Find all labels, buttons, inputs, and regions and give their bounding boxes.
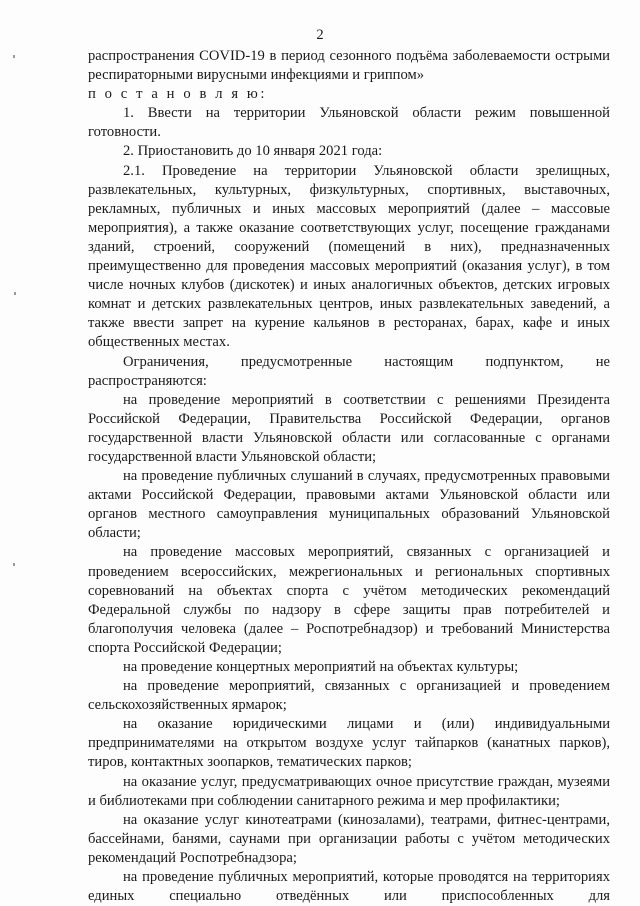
paragraph-exception-fairs: на проведение мероприятий, связанных с организацией и проведением сельскохозяйственных ярмарок; (88, 678, 610, 714)
paragraph-exception-concerts: на проведение концертных мероприятий на объектах культуры; (123, 659, 519, 675)
paragraph-item-2-1: 2.1. Проведение на территории Ульяновской области зрелищных, развлекательных, культурных, физкультурных, спортивных, выставочных, рекламных, публичных и иных массовых мероприятий (далее – массовые мероприятия), а также оказание соответствующих услуг, посещение гражданами зданий, строений, сооружений (помещений в них), предназначенных преимущественно для проведения массовых мероприятий (оказания услуг), в том числе ночных клубов (дискотек) и иных аналогичных объектов, детских игровых комнат и детских развлекательных центров, иных развлекательных заведений, а также ввести запрет на курение кальянов в ресторанах, барах, кафе и иных общественных местах. (88, 162, 610, 351)
paragraph-exception-hearings: на проведение публичных слушаний в случаях, предусмотренных правовыми актами Российской Федерации, правовыми актами Ульяновской области или органов местного самоуправления муниципальных образований Ульяновской области; (88, 468, 610, 542)
paragraph-item-2: 2. Приостановить до 10 января 2021 года: (123, 143, 383, 160)
paragraph-intro: распространения COVID-19 в период сезонного подъёма заболеваемости острыми респираторными вирусными инфекциями и гриппом» (88, 48, 610, 84)
paragraph-exception-public: на проведение публичных мероприятий, которые проводятся на территориях единых специально отведённых или приспособленных для (88, 869, 610, 905)
page-number: 2 (316, 27, 324, 43)
paragraph-resolve: п о с т а н о в л я ю: (88, 86, 268, 103)
paragraph-exception-outdoor: на оказание юридическими лицами и (или) индивидуальными предпринимателями на открытом воздухе услуг тайпарков (канатных парков), тиров, контактных зоопарков, тематических парков; (88, 716, 610, 771)
paragraph-restrictions: Ограничения, предусмотренные настоящим подпунктом, не распространяются: (88, 353, 610, 389)
paragraph-exception-president: на проведение мероприятий в соответствии с решениями Президента Российской Федерации, Правительства Российской Федерации, органов государственной власти Ульяновской области или согласованные с органами государственной власти Ульяновской области; (88, 391, 610, 465)
scan-speck (14, 292, 16, 295)
scan-speck (13, 55, 15, 58)
paragraph-item-1: 1. Ввести на территории Ульяновской области режим повышенной готовности. (88, 105, 610, 141)
scan-speck (13, 563, 15, 566)
document-body (88, 47, 610, 906)
paragraph-exception-museums: на оказание услуг, предусматривающих очное присутствие граждан, музеями и библиотеками при соблюдении санитарного режима и мер профилактики; (88, 773, 610, 809)
paragraph-exception-sports: на проведение массовых мероприятий, связанных с организацией и проведением всероссийских, межрегиональных и региональных спортивных соревнований на объектах спорта с учётом методических рекомендаций Федеральной службы по надзору в сфере защиты прав потребителей и благополучия человека (далее – Роспотребнадзор) и требований Министерства спорта Российской Федерации; (88, 544, 610, 656)
paragraph-exception-cinemas: на оказание услуг кинотеатрами (кинозалами), театрами, фитнес-центрами, бассейнами, банями, саунами при организации работы с учётом методических рекомендаций Роспотребнадзора; (88, 811, 610, 866)
